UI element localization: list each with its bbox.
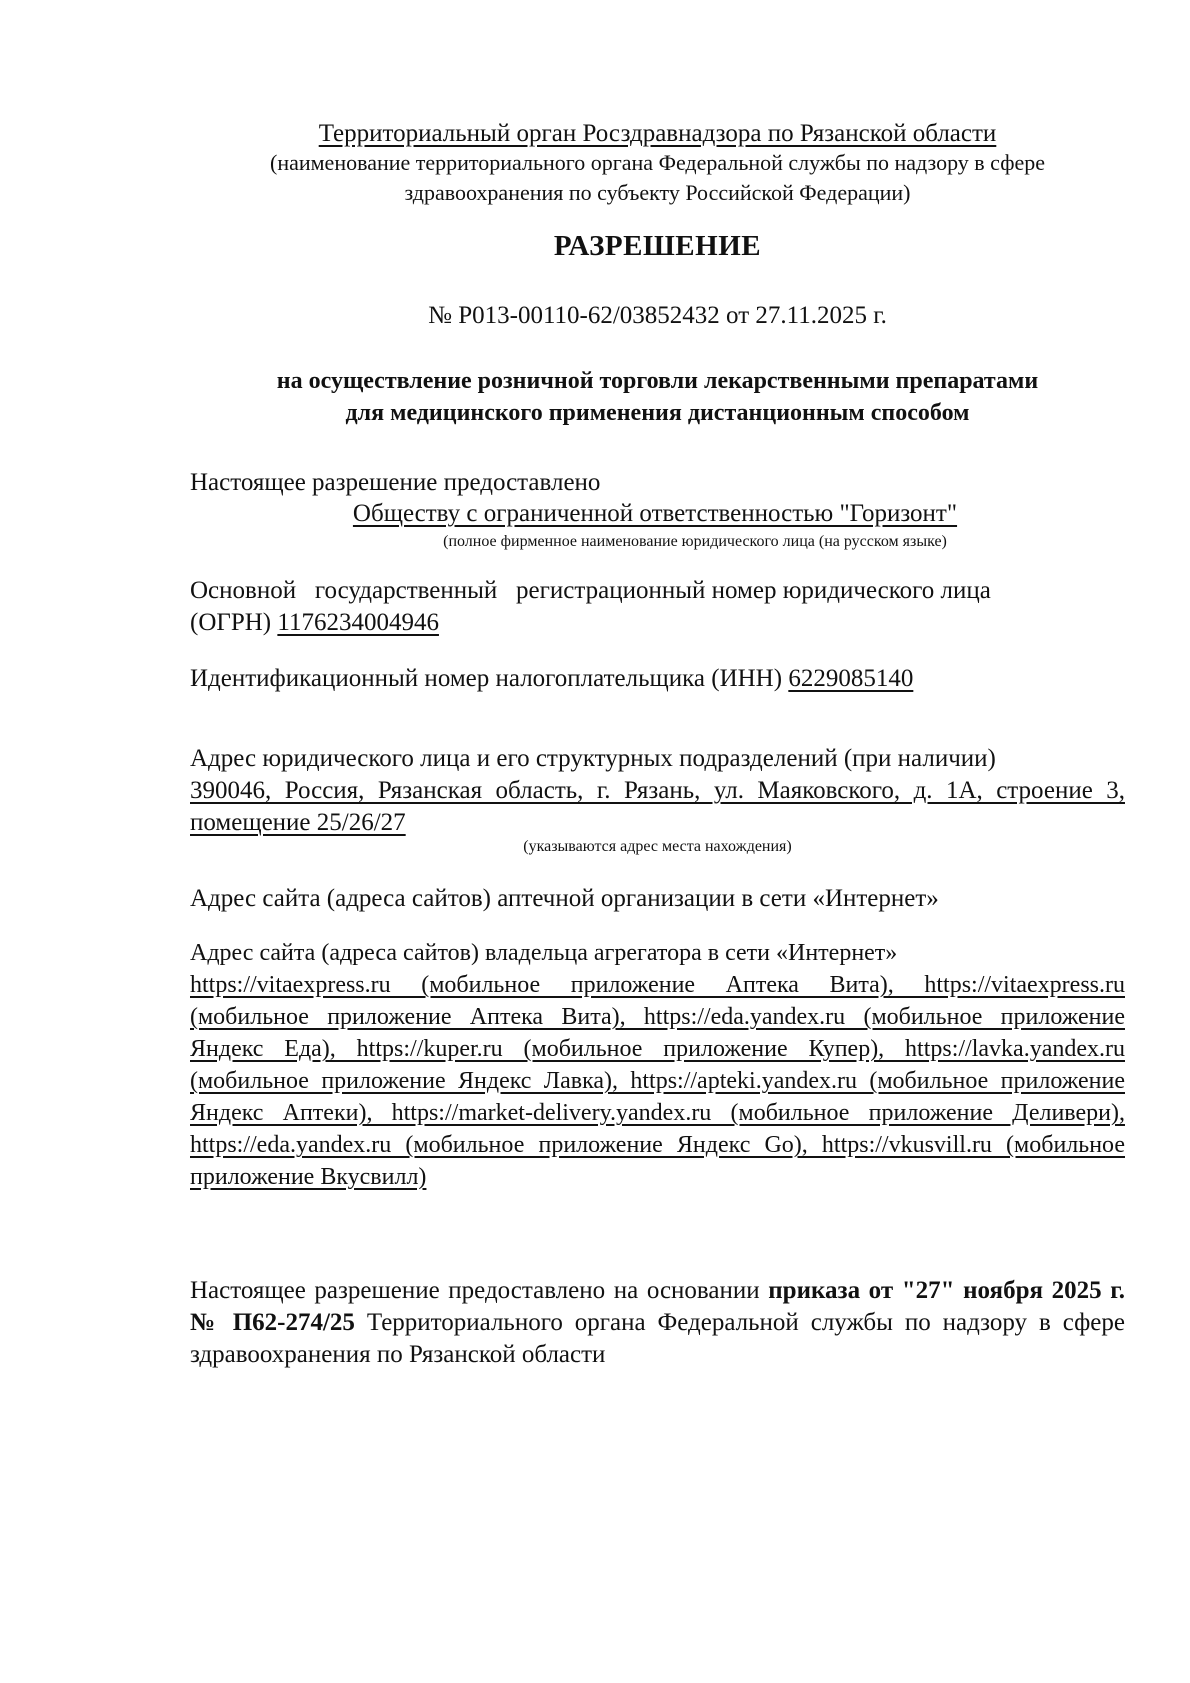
company-name <box>315 498 995 530</box>
basis-block <box>190 1275 1125 1371</box>
aggregator-sites-list: https://vitaexpress.ru (мобильное приложение Аптека Вита), https://vitaexpress.ru (мобильное приложение Аптека Вита), https://eda.yandex.ru (мобильное приложение Яндекс Еда), https://kuper.ru (мобильное приложение Купер), https://lavka.yandex.ru (мобильное приложение Яндекс Лавка), https://apteki.yandex.ru (мобильное приложение Яндекс Аптеки), https://market-delivery.yandex.ru (мобильное приложение Деливери), https://eda.yandex.ru (мобильное приложение Яндекс Go), https://vkusvill.ru (мобильное приложение Вкусвилл) <box>190 972 1125 1190</box>
inn-block <box>190 663 1125 695</box>
inn-value: 6229085140 <box>788 665 914 692</box>
granted-label: Настоящее разрешение предоставлено <box>190 469 601 496</box>
aggregator-block <box>190 937 1125 1193</box>
authority-name-text: Территориальный орган Росздравнадзора по Рязанской области <box>318 120 997 147</box>
basis-prefix: Настоящее разрешение предоставлено на основании <box>190 1277 760 1304</box>
ogrn-label: Основной государственный регистрационный номер юридического лица <box>190 577 991 604</box>
company-name-caption: (полное фирменное наименование юридического лица (на русском языке) <box>443 533 947 550</box>
address-label: Адрес юридического лица и его структурных подразделений (при наличии) <box>190 745 996 772</box>
aggregator-label: Адрес сайта (адреса сайтов) владельца агрегатора в сети «Интернет» <box>190 940 898 966</box>
document-subject <box>190 365 1125 429</box>
address-value: 390046, Россия, Рязанская область, г. Рязань, ул. Маяковского, д. 1А, строение 3, помещение 25/26/27 <box>190 777 1125 836</box>
inn-label: Идентификационный номер налогоплательщика (ИНН) <box>190 665 783 692</box>
address-block <box>190 743 1125 839</box>
basis-suffix: Территориального органа Федеральной службы по надзору в сфере здравоохранения по Рязанской области <box>190 1309 1125 1368</box>
authority-caption <box>190 148 1125 208</box>
ogrn-prefix: (ОГРН) <box>190 609 272 636</box>
authority-name <box>190 118 1125 150</box>
basis-order: приказа от "27" ноября 2025 г. № П62-274/25 <box>190 1277 1126 1336</box>
document-number: № Р013-00110-62/03852432 от 27.11.2025 г. <box>428 302 887 329</box>
document-subject-line2: для медицинского применения дистанционным способом <box>345 400 970 426</box>
company-name-text: Обществу с ограниченной ответственностью "Горизонт" <box>352 500 958 527</box>
pharmacy-site-label: Адрес сайта (адреса сайтов) аптечной организации в сети «Интернет» <box>190 885 939 912</box>
address-caption: (указываются адрес места нахождения) <box>523 838 792 855</box>
document-subject-line1: на осуществление розничной торговли лекарственными препаратами <box>276 368 1039 394</box>
authority-caption-line2: здравоохранения по субъекту Российской Федерации) <box>404 180 911 205</box>
document-title: РАЗРЕШЕНИЕ <box>553 230 762 262</box>
ogrn-block <box>190 575 1125 639</box>
ogrn-value: 1176234004946 <box>277 609 439 636</box>
authority-caption-line1: (наименование территориального органа Федеральной службы по надзору в сфере <box>270 150 1045 175</box>
